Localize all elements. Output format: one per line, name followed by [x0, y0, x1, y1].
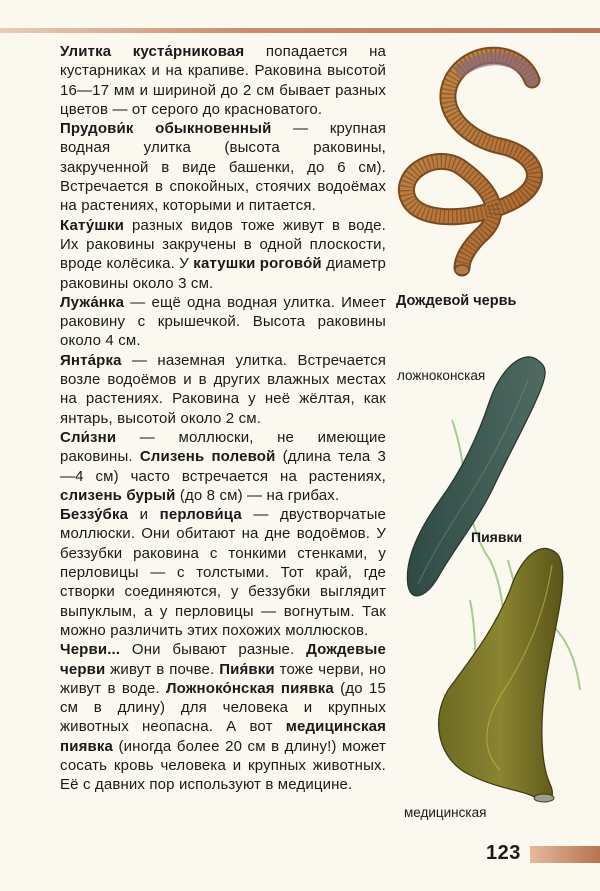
paragraph-mussels: Беззу́бка и перлови́ца — двустворчатые моллюски. Они обитают на дне водоёмов. У беззубки раковина с тонкими стенками, у перловицы — с толстыми. Тот край, где створки соединяются, у беззубки выглядит выпуклым, а у перловицы — вогнутым. Так можно различить этих похожих моллюсков. [60, 506, 386, 639]
paragraph-ramshorn: Кату́шки разных видов тоже живут в воде. Их раковины закручены в одной плоскости, вроде колёсика. У катушки рогово́й диаметр раковины около 3 см. [60, 216, 387, 292]
paragraph-pond-snail: Прудови́к обыкновенный — крупная водная улитка (высота раковины, закрученной в виде башенки, до 6 см). Встречается в спокойных, стоячих водоёмах на растениях, которыми и питается. [60, 120, 386, 215]
paragraph-river-snail: Лужа́нка — ещё одна водная улитка. Имеет раковину с крышечкой. Высота раковины около 4 см. [60, 293, 386, 350]
main-text-column [60, 42, 386, 795]
caption-medicinal-leech: медицинская [404, 805, 487, 820]
medicinal-leech-illustration [439, 548, 563, 802]
horse-leech-illustration [407, 357, 545, 596]
caption-earthworm: Дождевой червь [396, 293, 517, 309]
paragraph-amber-snail: Янта́рка — наземная улитка. Встречается возле водоёмов и в других влажных местах на растениях. Раковина у неё жёлтая, как янтарь, высотой около 2 см. [60, 351, 386, 427]
paragraph-bush-snail: Улитка куста́рниковая попадается на кустарниках и на крапиве. Раковина высотой 16—17 мм и шириной до 2 см бывает разных цветов — от серого до красноватого. [60, 43, 386, 118]
page-number: 123 [486, 842, 521, 864]
caption-leeches: Пиявки [471, 529, 523, 545]
page-number-bar [530, 846, 600, 863]
earthworm-illustration [406, 55, 534, 275]
caption-horse-leech: ложноконская [397, 368, 486, 383]
paragraph-worms: Черви... Они бывают разные. Дождевые черви живут в почве. Пия́вки тоже черви, но живут в воде. Ложноко́нская пиявка (до 15 см в длину) для человека и крупных животных неопасна. А вот медицинская пиявка (иногда более 20 см в длину!) может сосать кровь человека и крупных животных. Её с давних пор используют в медицине. [60, 641, 386, 794]
paragraph-slugs: Сли́зни — моллюски, не имеющие раковины. Слизень полевой (длина тела 3—4 см) часто встречается на растениях, слизень бурый (до 8 см) — на грибах. [60, 428, 387, 504]
